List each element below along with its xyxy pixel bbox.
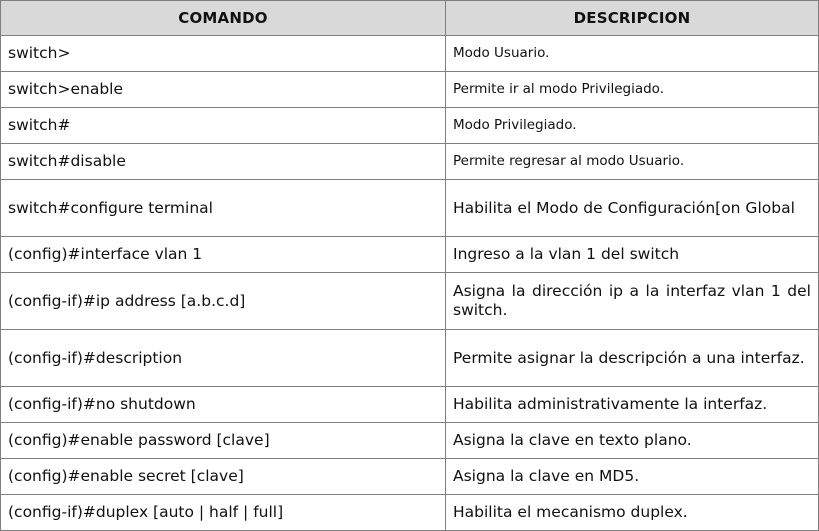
table-row bbox=[1, 459, 819, 495]
table-row bbox=[1, 237, 819, 273]
command-cell: (config-if)#description bbox=[1, 330, 446, 387]
table-row bbox=[1, 108, 819, 144]
table-row bbox=[1, 180, 819, 237]
table-row bbox=[1, 330, 819, 387]
description-cell: Asigna la dirección ip a la interfaz vlan 1 del switch. bbox=[446, 273, 819, 330]
column-header-command: COMANDO bbox=[1, 1, 446, 36]
table-row bbox=[1, 423, 819, 459]
command-cell: (config)#enable password [clave] bbox=[1, 423, 446, 459]
table-row bbox=[1, 273, 819, 330]
table-header-row bbox=[1, 1, 819, 36]
table-row bbox=[1, 36, 819, 72]
table-row bbox=[1, 72, 819, 108]
command-cell: switch#configure terminal bbox=[1, 180, 446, 237]
description-cell: Permite regresar al modo Usuario. bbox=[446, 144, 819, 180]
column-header-description: DESCRIPCION bbox=[446, 1, 819, 36]
description-cell: Ingreso a la vlan 1 del switch bbox=[446, 237, 819, 273]
command-cell: (config-if)#duplex [auto | half | full] bbox=[1, 495, 446, 531]
description-cell: Habilita el Modo de Configuración[on Global bbox=[446, 180, 819, 237]
command-cell: (config)#interface vlan 1 bbox=[1, 237, 446, 273]
command-cell: (config-if)#ip address [a.b.c.d] bbox=[1, 273, 446, 330]
description-cell: Permite ir al modo Privilegiado. bbox=[446, 72, 819, 108]
command-cell: switch# bbox=[1, 108, 446, 144]
description-cell: Modo Usuario. bbox=[446, 36, 819, 72]
description-cell: Asigna la clave en texto plano. bbox=[446, 423, 819, 459]
description-cell: Permite asignar la descripción a una interfaz. bbox=[446, 330, 819, 387]
command-cell: switch> bbox=[1, 36, 446, 72]
description-cell: Habilita el mecanismo duplex. bbox=[446, 495, 819, 531]
table-row bbox=[1, 144, 819, 180]
command-cell: (config-if)#no shutdown bbox=[1, 387, 446, 423]
command-cell: (config)#enable secret [clave] bbox=[1, 459, 446, 495]
description-cell: Habilita administrativamente la interfaz. bbox=[446, 387, 819, 423]
description-cell: Modo Privilegiado. bbox=[446, 108, 819, 144]
command-cell: switch>enable bbox=[1, 72, 446, 108]
table-row bbox=[1, 387, 819, 423]
description-cell: Asigna la clave en MD5. bbox=[446, 459, 819, 495]
command-cell: switch#disable bbox=[1, 144, 446, 180]
table-row bbox=[1, 495, 819, 531]
